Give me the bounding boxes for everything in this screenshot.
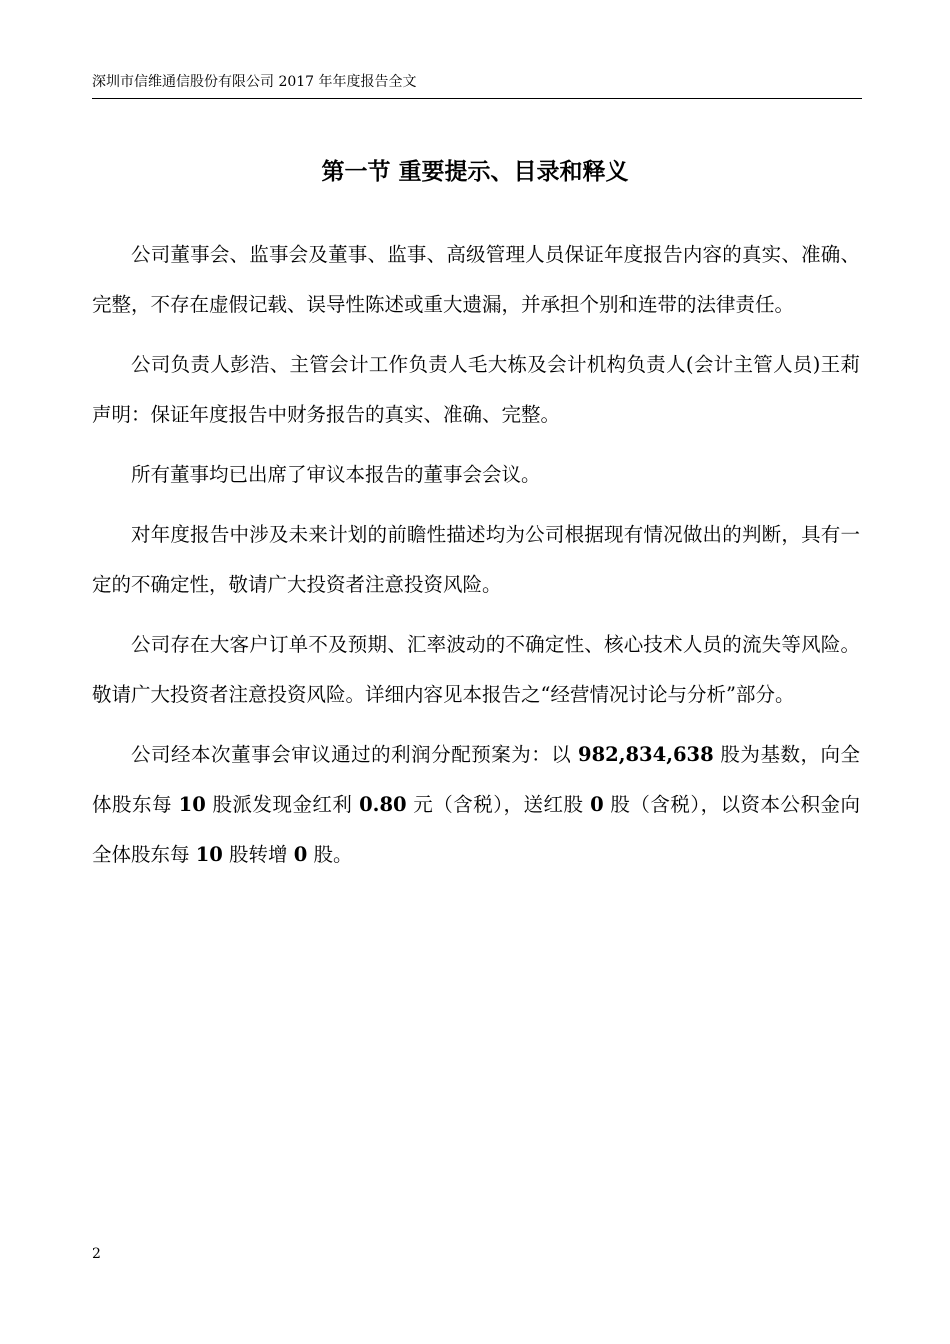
- header-divider: [92, 98, 862, 99]
- paragraph-officer-declaration: 公司负责人彭浩、主管会计工作负责人毛大栋及会计机构负责人(会计主管人员)王莉声明：保证年度报告中财务报告的真实、准确、完整。: [92, 353, 860, 426]
- text-run: 股（含税），以资本公积金向全体股东每: [92, 793, 861, 866]
- per-shares-value: 10: [195, 843, 223, 866]
- paragraph-board-attendance: 所有董事均已出席了审议本报告的董事会会议。: [131, 463, 541, 486]
- paragraph-forward-looking: 对年度报告中涉及未来计划的前瞻性描述均为公司根据现有情况做出的判断，具有一定的不确定性，敬请广大投资者注意投资风险。: [92, 523, 860, 596]
- text-run: 公司经本次董事会审议通过的利润分配预案为：以: [131, 743, 578, 766]
- text-run: 元（含税），送红股: [406, 793, 591, 816]
- converted-shares-value: 0: [293, 843, 308, 866]
- text-run: 股派发现金红利: [205, 793, 360, 816]
- share-base-value: 982,834,638: [578, 743, 714, 766]
- paragraph-profit-distribution: [92, 730, 860, 880]
- text-run: 股转增: [222, 843, 294, 866]
- paragraph-risk-notice: 公司存在大客户订单不及预期、汇率波动的不确定性、核心技术人员的流失等风险。敬请广大投资者注意投资风险。详细内容见本报告之“经营情况讨论与分析”部分。: [92, 633, 860, 706]
- text-run: 股为基数，向全体股东每: [92, 743, 860, 816]
- cash-dividend-value: 0.80: [359, 793, 407, 816]
- bonus-shares-value: 0: [590, 793, 604, 816]
- per-shares-value: 10: [178, 793, 206, 816]
- paragraph-responsibility-statement: 公司董事会、监事会及董事、监事、高级管理人员保证年度报告内容的真实、准确、完整，不存在虚假记载、误导性陈述或重大遗漏，并承担个别和连带的法律责任。: [92, 243, 860, 316]
- body-text: [92, 230, 860, 890]
- section-title: 第一节 重要提示、目录和释义: [321, 158, 629, 185]
- running-header: 深圳市信维通信股份有限公司 2017 年年度报告全文: [92, 74, 417, 90]
- text-run: 股。: [307, 843, 353, 866]
- page-number: 2: [92, 1246, 101, 1262]
